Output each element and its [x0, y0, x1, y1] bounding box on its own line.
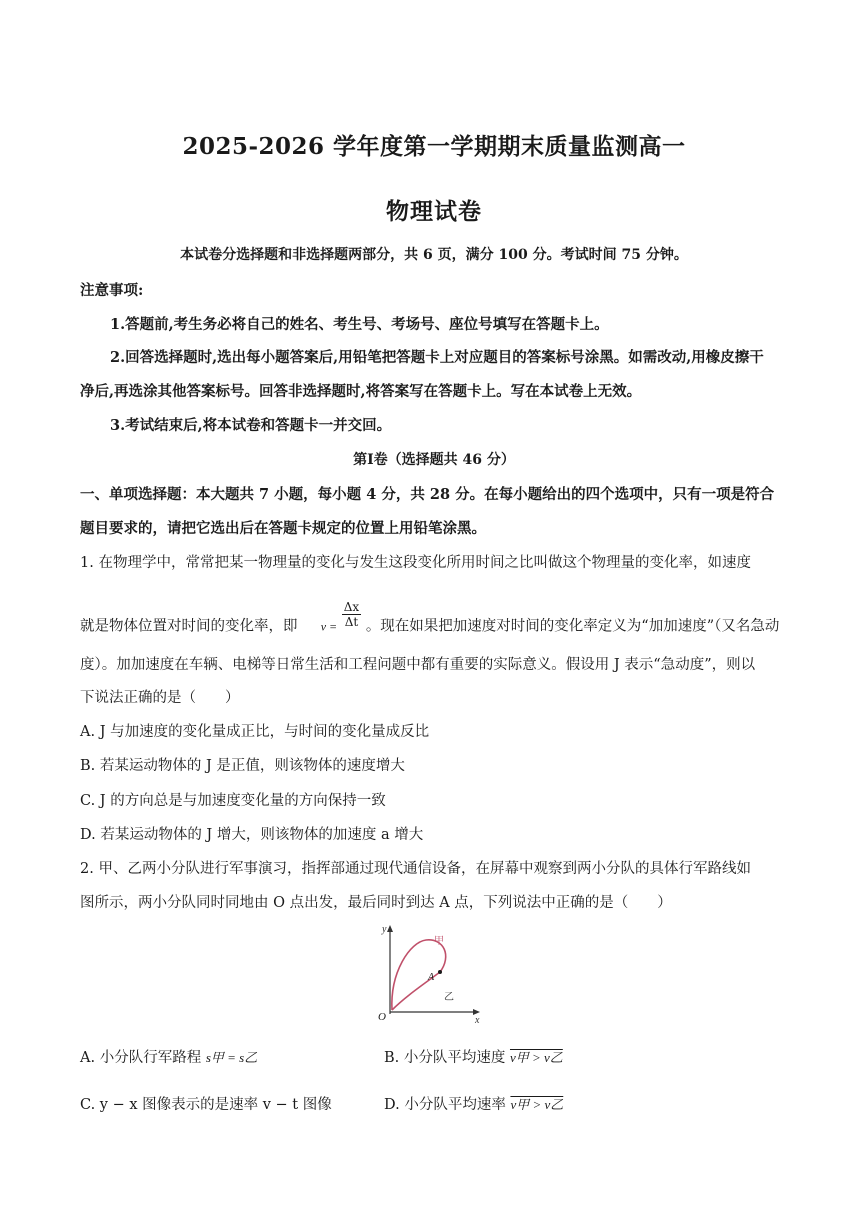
q2-option-b-math: v甲 > v乙 [509, 1050, 563, 1065]
q1-formula-numerator: Δx [343, 600, 360, 614]
section-intro-line1: 一、单项选择题：本大题共 7 小题，每小题 4 分，共 28 分。在每小题给出的四个选项中，只有一项是符合 [80, 486, 775, 503]
notice-item-2-line1: 2.回答选择题时,选出每小题答案后,用铅笔把答题卡上对应题目的答案标号涂黑。如需改动,用橡皮擦干 [110, 349, 764, 366]
notice-item-2-line2: 净后,再选涂其他答案标号。回答非选择题时,将答案写在答题卡上。写在本试卷上无效。 [80, 383, 642, 400]
q1-formula-denominator: Δt [344, 615, 359, 629]
path-jia-label: 甲 [434, 936, 444, 947]
notice-item-3: 3.考试结束后,将本试卷和答题卡一并交回。 [110, 417, 392, 434]
part-title: 第Ⅰ卷（选择题共 46 分） [353, 452, 515, 468]
y-axis-arrow-icon [387, 925, 393, 932]
q1-stem-line3: 度）。加加速度在车辆、电梯等日常生活和工程问题中都有重要的实际意义。假设用 J 表示“急动度”，则以 [80, 657, 756, 673]
y-axis-label: y [382, 924, 387, 935]
x-axis-label: x [475, 1015, 480, 1026]
q1-option-b[interactable]: B. 若某运动物体的 J 是正值，则该物体的速度增大 [80, 758, 405, 774]
q1-formula-lhs: v = [320, 619, 338, 634]
q2-option-a-math: s甲 = s乙 [205, 1050, 258, 1065]
origin-label: O [378, 1011, 386, 1023]
point-a-label: A [428, 972, 435, 983]
q1-stem-line2-before: 就是物体位置对时间的变化率，即 [80, 618, 298, 635]
q1-option-d[interactable]: D. 若某运动物体的 J 增大，则该物体的加速度 a 增大 [80, 827, 424, 843]
q1-option-a[interactable]: A. J 与加速度的变化量成正比，与时间的变化量成反比 [80, 724, 430, 740]
point-a-marker [438, 970, 442, 974]
q2-stem-line2: 图所示，两小分队同时同地由 O 点出发，最后同时到达 A 点，下列说法中正确的是（ ） [80, 895, 672, 911]
q2-option-d-math: v甲 > v乙 [510, 1097, 564, 1112]
notice-heading: 注意事项: [80, 282, 144, 299]
exam-subtitle: 本试卷分选择题和非选择题两部分，共 6 页，满分 100 分。考试时间 75 分钟。 [180, 247, 688, 263]
section-intro-line2: 题目要求的，请把它选出后在答题卡规定的位置上用铅笔涂黑。 [80, 520, 486, 537]
path-yi-label: 乙 [444, 992, 454, 1003]
notice-item-1: 1.答题前,考生务必将自己的姓名、考生号、考场号、座位号填写在答题卡上。 [110, 316, 609, 333]
subject-title: 物理试卷 [386, 198, 482, 225]
q2-option-b[interactable] [384, 1046, 563, 1067]
q2-option-a-text: A. 小分队行军路程 [80, 1050, 202, 1066]
q2-option-b-text: B. 小分队平均速度 [384, 1050, 506, 1066]
q2-option-d-text: D. 小分队平均速率 [384, 1097, 506, 1113]
q1-stem-line1: 1. 在物理学中，常常把某一物理量的变化与发生这段变化所用时间之比叫做这个物理量的变化率，如速度 [80, 555, 751, 571]
q2-option-d[interactable] [384, 1093, 563, 1114]
q1-formula-fraction [342, 600, 361, 629]
q2-stem-line1: 2. 甲、乙两小分队进行军事演习，指挥部通过现代通信设备，在屏幕中观察到两小分队的具体行军路线如 [80, 861, 751, 877]
path-jia-curve [392, 940, 446, 1010]
q2-path-figure [372, 922, 492, 1026]
q1-stem-line2-after: 。现在如果把加速度对时间的变化率定义为“加加速度”（又名急动 [365, 618, 780, 635]
q1-option-c[interactable]: C. J 的方向总是与加速度变化量的方向保持一致 [80, 793, 386, 809]
q1-stem-line4: 下说法正确的是（ ） [80, 690, 240, 706]
q2-option-a[interactable] [80, 1046, 257, 1067]
q2-option-c[interactable]: C. y − x 图像表示的是速率 v − t 图像 [80, 1097, 332, 1113]
exam-title: 2025-2026 学年度第一学期期末质量监测高一 [182, 133, 686, 160]
